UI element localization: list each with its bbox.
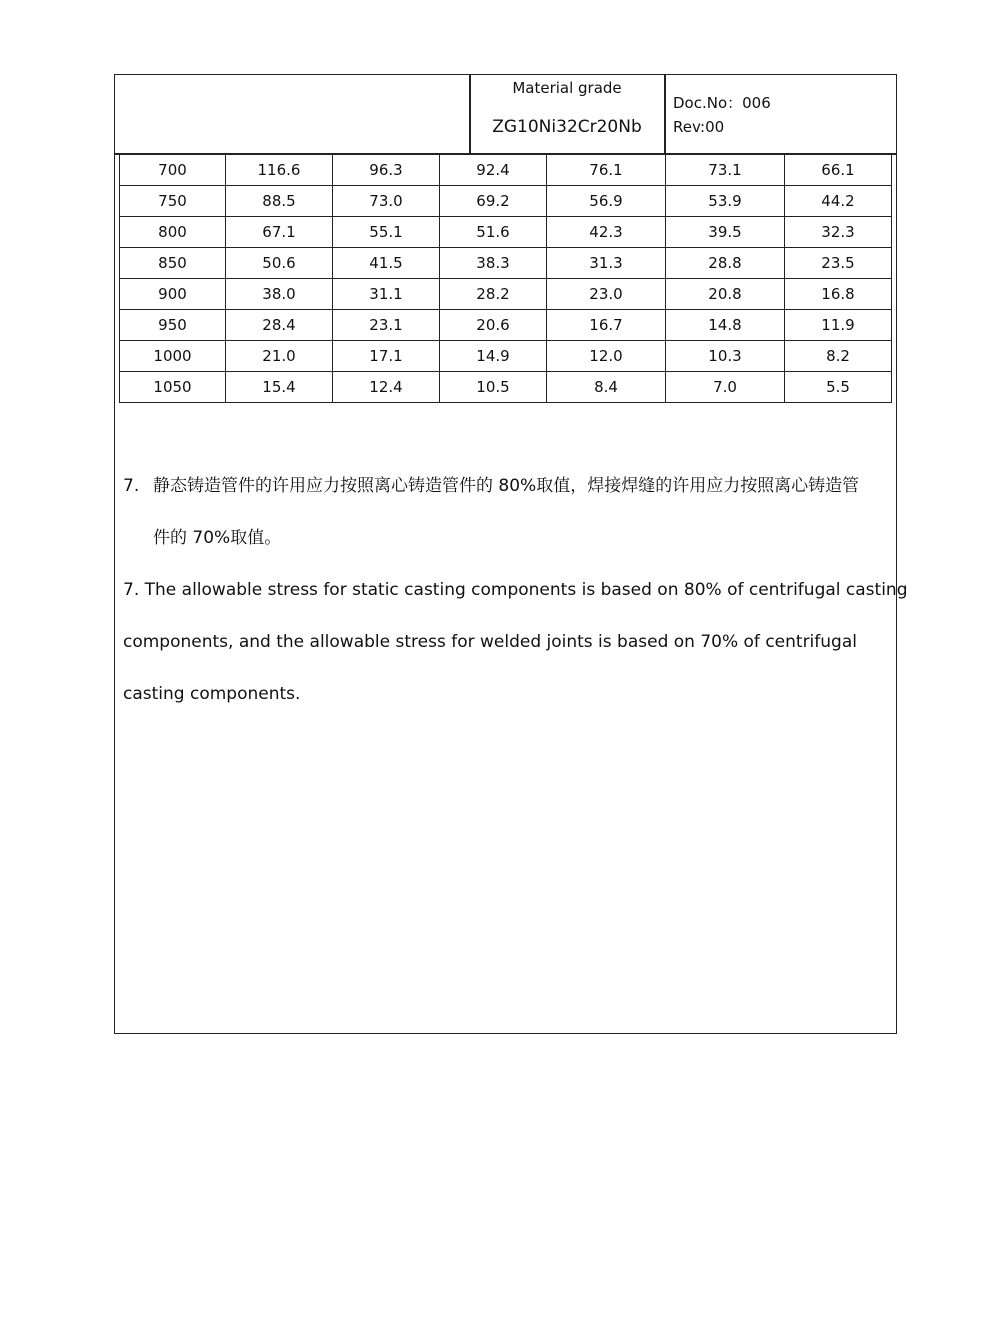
stress-value-cell: 67.1	[226, 217, 333, 248]
stress-value-cell: 55.1	[333, 217, 440, 248]
stress-value-cell: 32.3	[785, 217, 892, 248]
stress-value-cell: 14.9	[440, 341, 547, 372]
note-en-line-3: casting components.	[123, 684, 301, 704]
stress-value-cell: 8.2	[785, 341, 892, 372]
table-row	[120, 155, 892, 186]
stress-value-cell: 28.4	[226, 310, 333, 341]
temperature-cell: 900	[120, 279, 226, 310]
material-grade-value: ZG10Ni32Cr20Nb	[492, 117, 642, 137]
stress-value-cell: 21.0	[226, 341, 333, 372]
stress-value-cell: 20.8	[666, 279, 785, 310]
stress-value-cell: 38.3	[440, 248, 547, 279]
stress-value-cell: 42.3	[547, 217, 666, 248]
stress-value-cell: 12.0	[547, 341, 666, 372]
table-row	[120, 341, 892, 372]
stress-value-cell: 51.6	[440, 217, 547, 248]
stress-value-cell: 53.9	[666, 186, 785, 217]
stress-value-cell: 28.8	[666, 248, 785, 279]
note-cn-line-1: 静态铸造管件的许用应力按照离心铸造管件的 80%取值，焊接焊缝的许用应力按照离心铸造管	[153, 476, 860, 496]
revision: Rev:00	[673, 118, 725, 136]
stress-value-cell: 38.0	[226, 279, 333, 310]
note-cn-number: 7.	[123, 476, 140, 496]
stress-value-cell: 44.2	[785, 186, 892, 217]
note-en-line-2: components, and the allowable stress for welded joints is based on 70% of centrifugal	[123, 632, 857, 652]
stress-value-cell: 10.3	[666, 341, 785, 372]
stress-value-cell: 66.1	[785, 155, 892, 186]
stress-value-cell: 17.1	[333, 341, 440, 372]
stress-value-cell: 23.0	[547, 279, 666, 310]
table-row	[120, 372, 892, 403]
stress-value-cell: 31.3	[547, 248, 666, 279]
table-row	[120, 248, 892, 279]
doc-number: Doc.No：006	[673, 94, 771, 112]
table-row	[120, 279, 892, 310]
stress-value-cell: 92.4	[440, 155, 547, 186]
stress-value-cell: 31.1	[333, 279, 440, 310]
stress-value-cell: 10.5	[440, 372, 547, 403]
stress-value-cell: 56.9	[547, 186, 666, 217]
stress-value-cell: 11.9	[785, 310, 892, 341]
stress-value-cell: 15.4	[226, 372, 333, 403]
temperature-cell: 1050	[120, 372, 226, 403]
stress-value-cell: 41.5	[333, 248, 440, 279]
stress-value-cell: 23.1	[333, 310, 440, 341]
stress-value-cell: 5.5	[785, 372, 892, 403]
note-cn-line-2: 件的 70%取值。	[153, 528, 282, 548]
stress-value-cell: 96.3	[333, 155, 440, 186]
temperature-cell: 700	[120, 155, 226, 186]
header-divider-right	[664, 74, 666, 154]
stress-value-cell: 73.1	[666, 155, 785, 186]
stress-value-cell: 50.6	[226, 248, 333, 279]
stress-value-cell: 39.5	[666, 217, 785, 248]
stress-value-cell: 20.6	[440, 310, 547, 341]
temperature-cell: 750	[120, 186, 226, 217]
stress-value-cell: 7.0	[666, 372, 785, 403]
stress-value-cell: 28.2	[440, 279, 547, 310]
stress-value-cell: 12.4	[333, 372, 440, 403]
temperature-cell: 850	[120, 248, 226, 279]
temperature-cell: 950	[120, 310, 226, 341]
table-row	[120, 186, 892, 217]
stress-value-cell: 88.5	[226, 186, 333, 217]
stress-value-cell: 73.0	[333, 186, 440, 217]
stress-value-cell: 23.5	[785, 248, 892, 279]
material-grade-label: Material grade	[512, 79, 622, 97]
table-row	[120, 310, 892, 341]
stress-value-cell: 8.4	[547, 372, 666, 403]
table-row	[120, 217, 892, 248]
allowable-stress-table	[119, 154, 892, 403]
temperature-cell: 800	[120, 217, 226, 248]
temperature-cell: 1000	[120, 341, 226, 372]
stress-value-cell: 16.8	[785, 279, 892, 310]
stress-value-cell: 16.7	[547, 310, 666, 341]
stress-value-cell: 76.1	[547, 155, 666, 186]
stress-value-cell: 69.2	[440, 186, 547, 217]
note-en-line-1: 7. The allowable stress for static casting components is based on 80% of centrifugal casting	[123, 580, 908, 600]
stress-value-cell: 116.6	[226, 155, 333, 186]
stress-value-cell: 14.8	[666, 310, 785, 341]
